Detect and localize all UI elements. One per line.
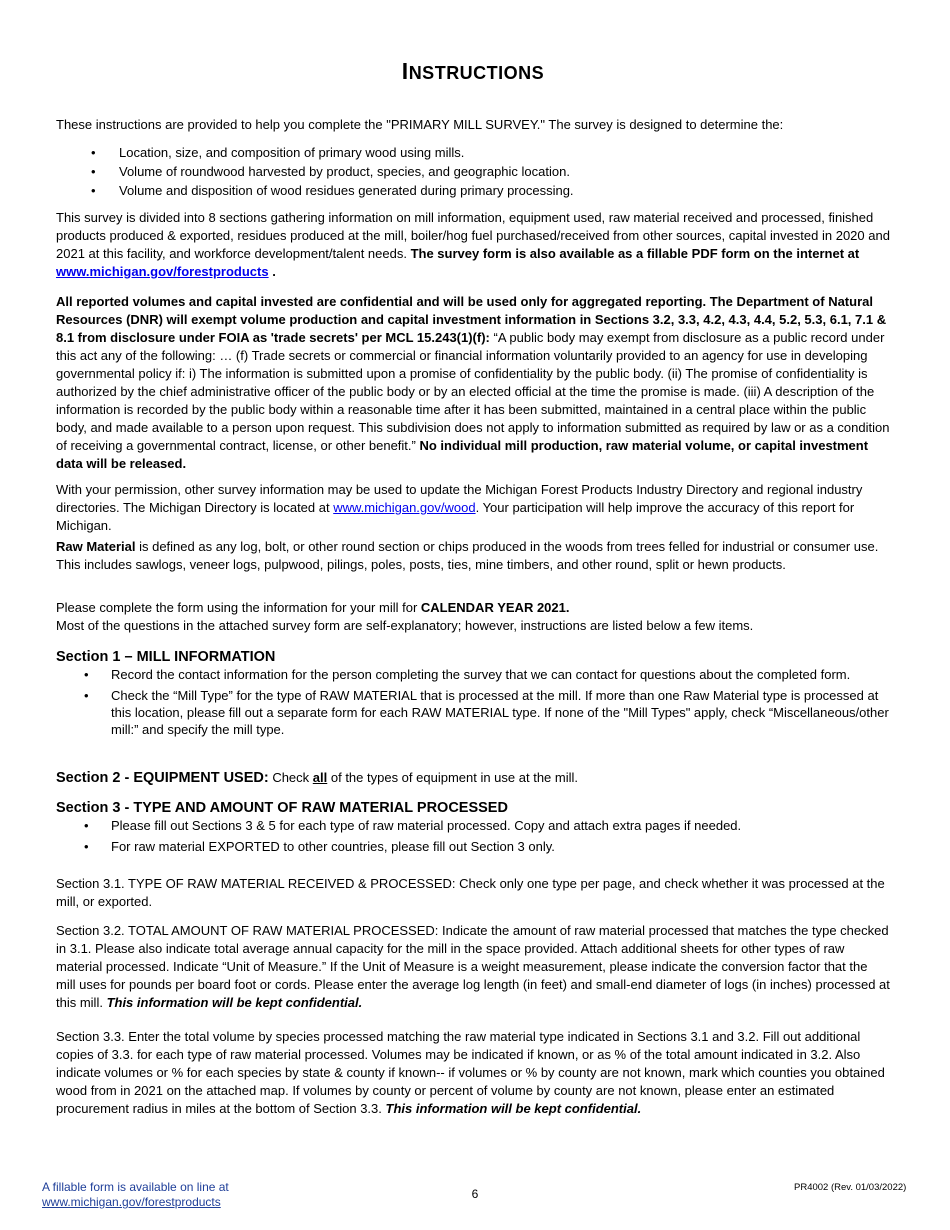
calendar-year-note: Please complete the form using the information for your mill for CALENDAR YEAR 2021. Most of the questions in the attached survey form are self-explanatory; however, instructions are listed below a few items. xyxy=(56,600,754,633)
footer-forestproducts-link[interactable]: www.michigan.gov/forestproducts xyxy=(42,1195,221,1209)
page-number: 6 xyxy=(471,1187,479,1201)
section-1-bullet: • Check the “Mill Type” for the type of RAW MATERIAL that is processed at the mill. If more than one Raw Material type is processed at this location, please fill out a separate form for each RAW MATERIAL type. If none of the "Mill Types" apply, check “Miscellaneous/other mill:” and specify the mill type. xyxy=(56,687,890,738)
intro-bullet-list xyxy=(56,144,890,201)
form-id: PR4002 (Rev. 01/03/2022) xyxy=(794,1182,907,1193)
footer-fillable-note: A fillable form is available on line at www.michigan.gov/forestproducts xyxy=(42,1180,229,1209)
section-1-bullet: • Record the contact information for the person completing the survey that we can contact for questions about the completed form. xyxy=(56,666,890,683)
forestproducts-link[interactable]: www.michigan.gov/forestproducts xyxy=(56,264,269,279)
section-2-heading: Section 2 - EQUIPMENT USED: xyxy=(56,770,269,786)
section-3-bullet: • For raw material EXPORTED to other countries, please fill out Section 3 only. xyxy=(56,838,890,855)
section-1 xyxy=(56,648,890,742)
intro-bullet: • Location, size, and composition of primary wood using mills. xyxy=(56,144,890,161)
section-1-bullets xyxy=(56,666,890,738)
michigan-wood-link[interactable]: www.michigan.gov/wood xyxy=(333,500,476,515)
section-3-heading: Section 3 - TYPE AND AMOUNT OF RAW MATERIAL PROCESSED xyxy=(56,800,508,816)
directory-paragraph: With your permission, other survey information may be used to update the Michigan Forest Products Industry Directory and regional industry directories. The Michigan Directory is located at www.michigan.gov/wood. Your participation will help improve the accuracy of this report for Michigan. xyxy=(56,482,863,533)
section-3-3-text: Section 3.3. Enter the total volume by species processed matching the raw material type indicated in Sections 3.1 and 3.2. Fill out additional copies of 3.3. for each type of raw material processed. Volumes may be indicated if known, or as % of the total amount indicated in 3.2. Also indicate volumes or % for each species by state & county if known-- if volumes or % by county are not known, mark which counties you obtained wood from in 2021 on the attached map. If volumes by county or percent of volume by county are not known, please enter an estimated procurement radius in miles at the bottom of Section 3.3. This information will be kept confidential. xyxy=(56,1029,885,1116)
page-title: INSTRUCTIONS xyxy=(401,58,545,84)
section-2: Section 2 - EQUIPMENT USED: Check all of the types of equipment in use at the mill. xyxy=(56,770,579,786)
section-3 xyxy=(56,799,890,859)
survey-description: This survey is divided into 8 sections gathering information on mill information, equipment used, raw material received and processed, finished products produced & exported, residues produced at the mill, boiler/hog fuel purchased/received from other sources, capital invested in 2020 and 2021 at this facility, and workforce development/talent needs. The survey form is also available as a fillable PDF form on the internet at www.michigan.gov/forestproducts . xyxy=(56,210,890,279)
raw-material-definition: Raw Material is defined as any log, bolt, or other round section or chips produced in the woods from trees felled for industrial or consumer use. This includes sawlogs, veneer logs, pulpwood, pilings, poles, posts, ties, mine timbers, and other round, split or hewn products. xyxy=(56,539,879,572)
confidentiality-statement: All reported volumes and capital invested are confidential and will be used only for aggregated reporting. The Department of Natural Resources (DNR) will exempt volume production and capital investment information in Sections 3.2, 3.3, 4.2, 4.3, 4.4, 5.2, 5.3, 6.1, 7.1 & 8.1 from disclosure under FOIA as 'trade secrets' per MCL 15.243(1)(f): “A public body may exempt from disclosure as a public record under this act any of the following: … (f) Trade secrets or commercial or financial information voluntarily provided to an agency for use in developing governmental policy if: i) The information is submitted upon a promise of confidentiality by the public body. (ii) The promise of confidentiality is authorized by the chief administrative officer of the public body or by an elected official at the time the promise is made. (iii) A description of the information is recorded by the public body within a reasonable time after it has been submitted, maintained in a central place within the public body, and made available to a person upon request. This subdivision does not apply to information submitted as required by law or as a condition of receiving a governmental contract, license, or other benefit.” No individual mill production, raw material volume, or capital investment data will be released. xyxy=(56,294,890,471)
section-3-bullets xyxy=(56,817,890,855)
intro-bullet: • Volume and disposition of wood residues generated during primary processing. xyxy=(56,182,890,199)
section-3-bullet: • Please fill out Sections 3 & 5 for each type of raw material processed. Copy and attach extra pages if needed. xyxy=(56,817,890,834)
intro-text: These instructions are provided to help you complete the "PRIMARY MILL SURVEY." The survey is designed to determine the: xyxy=(56,117,784,132)
intro-bullet: • Volume of roundwood harvested by product, species, and geographic location. xyxy=(56,163,890,180)
section-3-1-text: Section 3.1. TYPE OF RAW MATERIAL RECEIVED & PROCESSED: Check only one type per page, and check whether it was processed at the mill, or exported. xyxy=(56,876,885,909)
section-1-heading: Section 1 – MILL INFORMATION xyxy=(56,649,276,665)
section-3-2-text: Section 3.2. TOTAL AMOUNT OF RAW MATERIAL PROCESSED: Indicate the amount of raw material processed that matches the type checked in 3.1. Please also indicate total average annual capacity for the mill in the space provided. Attach additional sheets for other types of raw material processed. Indicate “Unit of Measure.” If the Unit of Measure is a weight measurement, please indicate the conversion factor that the mill uses for pounds per board foot or cords. Please enter the average log length (in feet) and small-end diameter of logs (in inches) processed at this mill. This information will be kept confidential. xyxy=(56,923,890,1010)
